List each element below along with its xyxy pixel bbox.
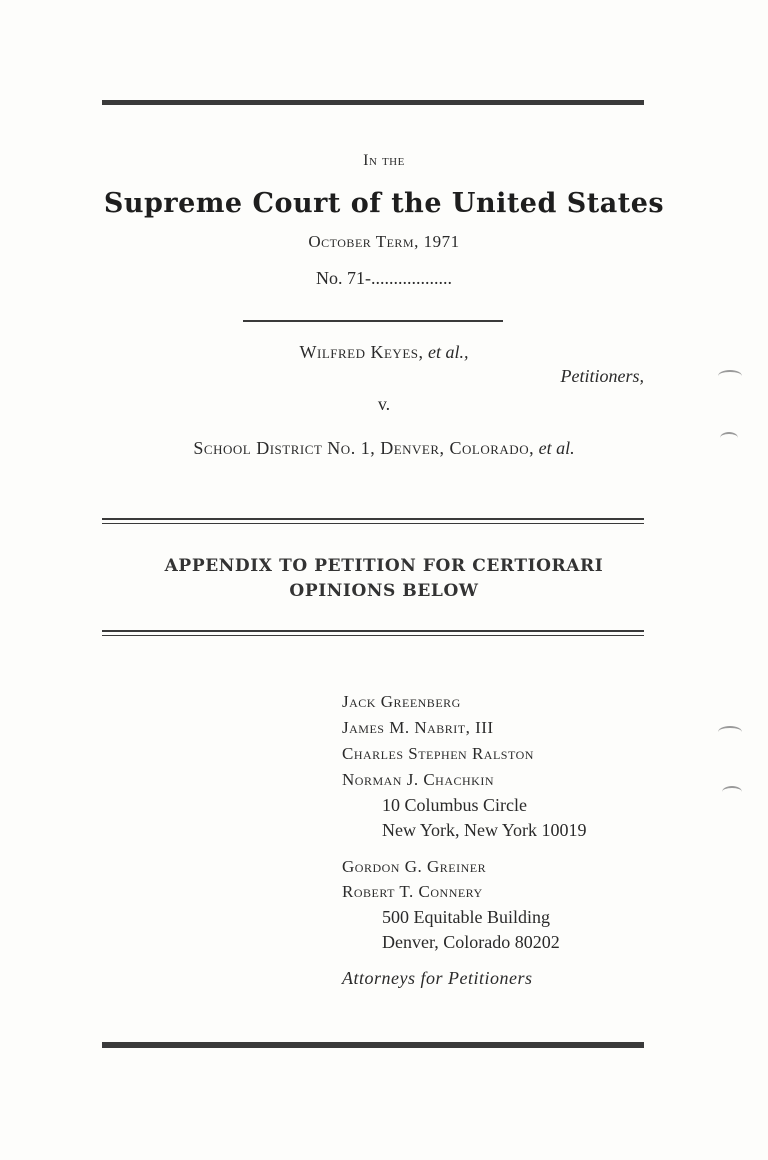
petitioner-role: Petitioners, [560,366,644,386]
attorney-name: Gordon G. Greiner [342,857,487,876]
margin-mark [720,432,738,444]
versus-label: v. [377,394,391,414]
petitioner-line [0,342,768,363]
term-label: October Term, 1971 [308,232,460,251]
respondent-line [0,438,768,459]
petitioner-etal: et al., [428,342,469,362]
in-the-label: In the [363,152,405,169]
address-line: Denver, Colorado 80202 [382,932,560,952]
attorney-name: Robert T. Connery [342,882,483,901]
docket-number: No. 71-.................. [316,268,452,288]
petitioner-name: Wilfred Keyes, [299,342,424,362]
attorneys-role: Attorneys for Petitioners [342,968,533,988]
bottom-rule [102,1042,644,1048]
attorney-name: Norman J. Chachkin [342,770,494,789]
attorney-name: James M. Nabrit, III [342,718,494,737]
respondent-name: School District No. 1, Denver, Colorado, [193,438,535,458]
appendix-heading-line2: OPINIONS BELOW [289,581,479,601]
address-line: 500 Equitable Building [382,907,550,927]
heading-rule-top [102,518,644,524]
court-name: Supreme Court of the United States [103,188,665,219]
address-line: New York, New York 10019 [382,820,587,840]
caption-divider [243,320,503,322]
appendix-heading-line1: APPENDIX TO PETITION FOR CERTIORARI [164,556,604,576]
respondent-etal: et al. [538,438,575,458]
attorney-name: Jack Greenberg [342,692,461,711]
heading-rule-bottom [102,630,644,636]
attorney-name: Charles Stephen Ralston [342,744,534,763]
margin-mark [718,726,742,738]
address-line: 10 Columbus Circle [382,795,527,815]
top-rule [102,100,644,105]
margin-mark [718,370,742,382]
margin-mark [722,786,742,798]
